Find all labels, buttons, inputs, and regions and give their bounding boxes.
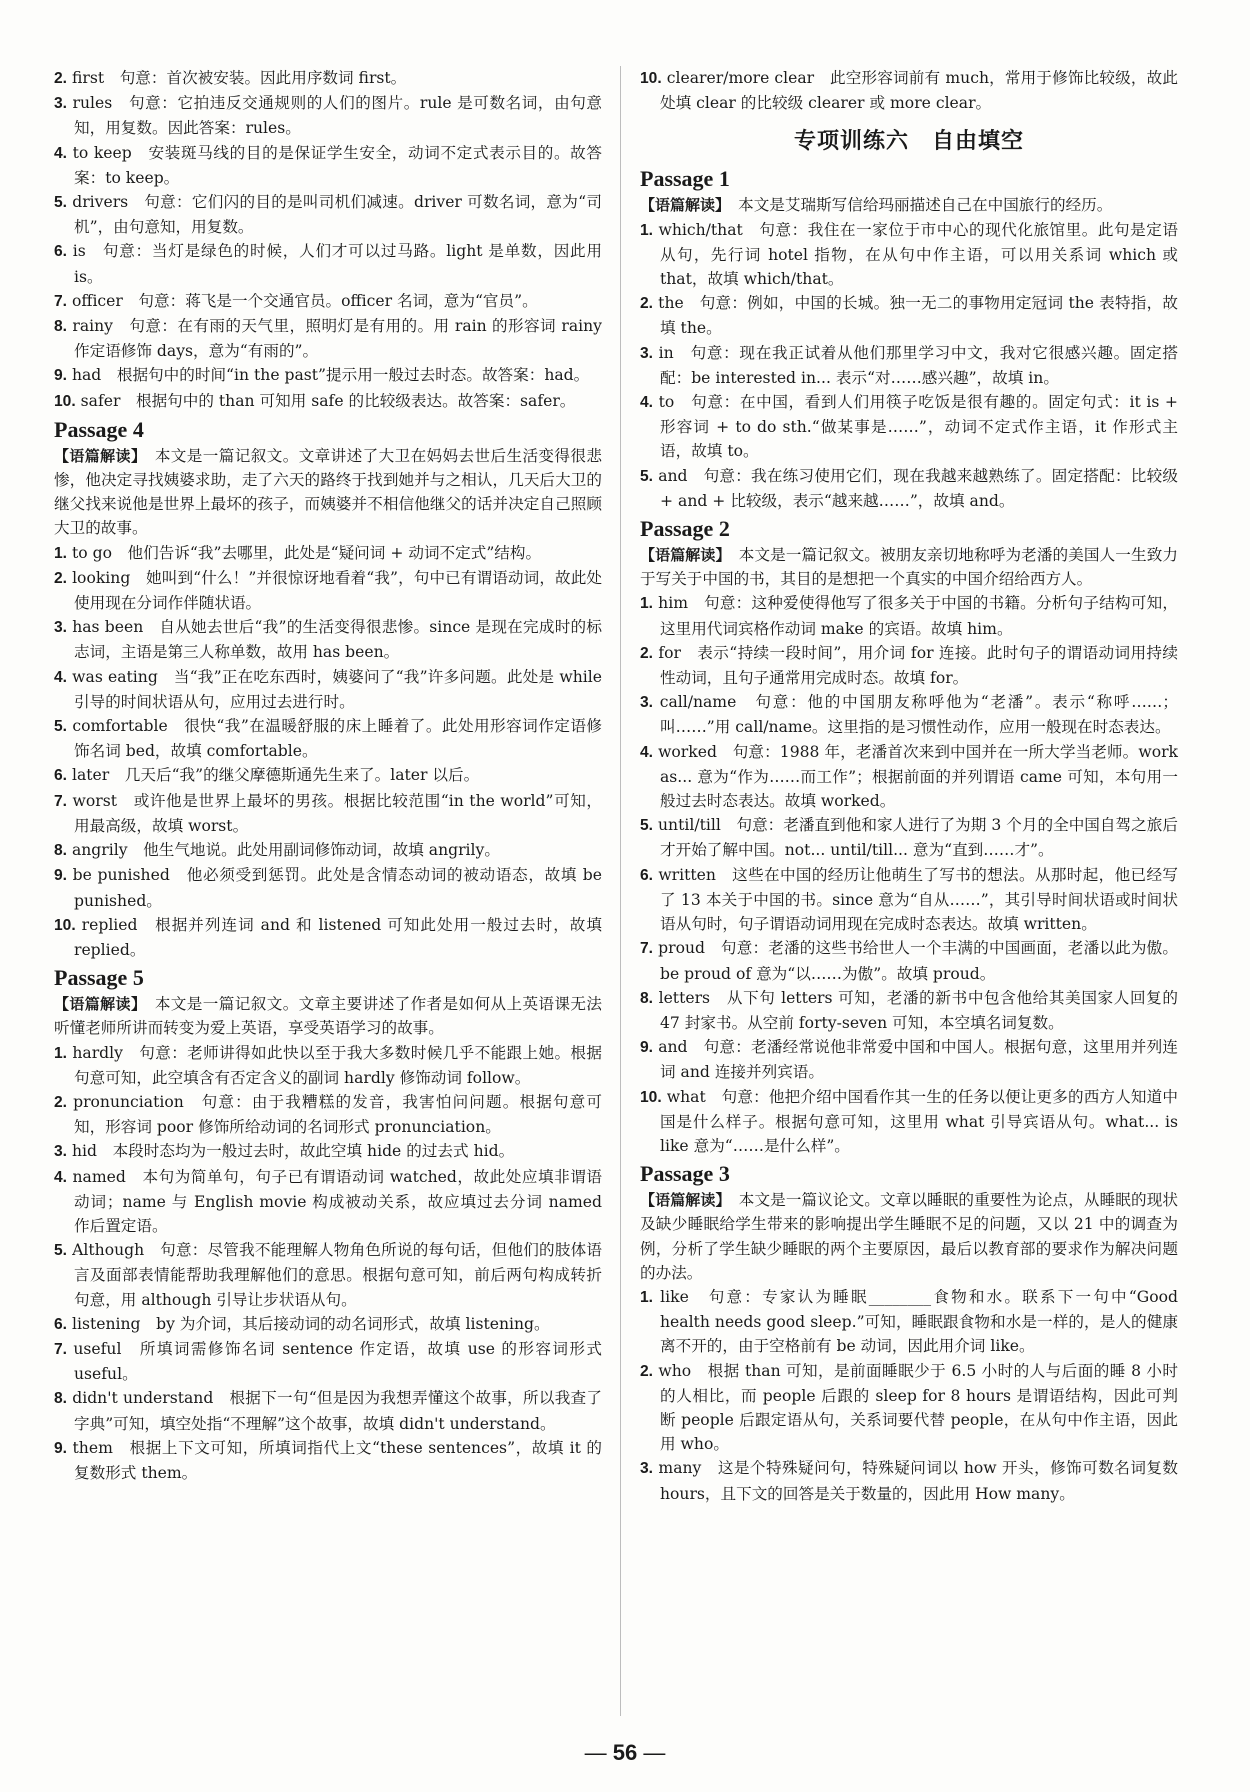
- answer-text: to go 他们告诉“我”去哪里，此处是“疑问词 + 动词不定式”结构。: [67, 543, 542, 562]
- answer-text: and 句意：我在练习使用它们，现在我越来越熟练了。固定搭配：比较级 + and + 比较级，表示“越来越……”，故填 and。: [653, 466, 1178, 510]
- answer-item: [54, 289, 602, 314]
- answer-number: 2.: [54, 569, 68, 587]
- answer-text: has been 自从她去世后“我”的生活变得很悲惨。since 是现在完成时的标志词，主语是第三人称单数，故用 has been。: [67, 618, 602, 662]
- summary-text: 本文是一篇记叙文。文章讲述了大卫在妈妈去世后生活变得很悲惨，他决定寻找姨婆求助，走了六天的路终于找到她并与之相认，几天后大卫的继父找来说他是世界上最坏的孩子，而姨婆并不相信他继父的话并决定自己照顾大卫的故事。: [54, 446, 602, 538]
- answer-text: angrily 他生气地说。此处用副词修饰动词，故填 angrily。: [67, 841, 500, 860]
- left-column: [54, 66, 602, 1485]
- answer-number: 10.: [640, 70, 662, 87]
- answer-item: [54, 1139, 602, 1164]
- summary-tag: 【语篇解读】: [54, 995, 139, 1014]
- answer-number: 1.: [640, 1288, 654, 1306]
- answer-text: rainy 句意：在有雨的天气里，照明灯是有用的。用 rain 的形容词 rainy 作定语修饰 days，意为“有雨的”。: [67, 317, 602, 361]
- answer-number: 2.: [640, 295, 654, 313]
- answer-text: what 句意：他把介绍中国看作其一生的任务以便让更多的西方人知道中国是什么样子。根据句意可知，这里用 what 引导宾语从句。what... is like 意为“……是什么样”。: [660, 1087, 1178, 1155]
- answer-number: 6.: [54, 767, 68, 785]
- answer-number: 2.: [54, 1093, 68, 1111]
- answer-number: 9.: [54, 1439, 68, 1457]
- answer-item: [54, 1337, 602, 1386]
- answer-number: 1.: [640, 595, 654, 613]
- answer-text: pronunciation 句意：由于我糟糕的发音，我害怕问问题。根据句意可知，形容词 poor 修饰所给动词的名词形式 pronunciation。: [67, 1092, 602, 1137]
- answer-number: 10.: [640, 1088, 662, 1106]
- answer-text: clearer/more clear 此空形容词前有 much，常用于修饰比较级，故此处填 clear 的比较级 clearer 或 more clear。: [660, 69, 1178, 113]
- answer-item: [54, 314, 602, 363]
- answer-text: proud 句意：老潘的这些书给世人一个丰满的中国画面，老潘以此为傲。be proud of 意为“以……为傲”。故填 proud。: [653, 939, 1178, 983]
- answer-text: which/that 句意：我住在一家位于市中心的现代化旅馆里。此句是定语从句，先行词 hotel 指物，在从句中作主语，可以用关系词 which 或 that，故填 which/that。: [653, 220, 1178, 289]
- answer-text: to 句意：在中国，看到人们用筷子吃饭是很有趣的。固定句式：it is + 形容词 + to do sth.“做某事是……”，动词不定式作主语，it 作形式主语，故填 to。: [653, 393, 1178, 461]
- answer-item: [54, 566, 602, 615]
- column-divider: [620, 66, 621, 1716]
- answer-item: [640, 641, 1178, 690]
- answer-text: safer 根据句中的 than 可知用 safe 的比较级表达。故答案：safer。: [75, 391, 576, 410]
- answer-number: 8.: [640, 989, 654, 1007]
- passage-summary: [54, 992, 602, 1040]
- answer-text: like 句意：专家认为睡眠________食物和水。联系下一句中“Good health needs good sleep.”可知，睡眠跟食物和水是一样的，是人的健康离不开的，由于空格前有 be 动词，因此用介词 like。: [653, 1287, 1178, 1356]
- answer-number: 1.: [640, 221, 654, 239]
- answer-number: 3.: [54, 1143, 68, 1161]
- answer-text: later 几天后“我”的继父摩德斯通先生来了。later 以后。: [67, 766, 480, 785]
- passage-summary: [640, 543, 1178, 591]
- answer-item: [640, 690, 1178, 739]
- answer-text: the 句意：例如，中国的长城。独一无二的事物用定冠词 the 表特指，故填 the。: [653, 294, 1178, 338]
- answer-item: [54, 66, 602, 91]
- answer-number: 8.: [54, 842, 68, 860]
- answer-number: 7.: [640, 940, 654, 958]
- answer-item: [640, 390, 1178, 464]
- summary-tag: 【语篇解读】: [640, 196, 723, 215]
- answer-text: hid 本段时态均为一般过去时，故此空填 hide 的过去式 hid。: [67, 1142, 515, 1161]
- answer-number: 5.: [54, 1242, 68, 1260]
- passage-summary: [640, 1188, 1178, 1285]
- answer-item: [54, 714, 602, 763]
- answer-text: to keep 安装斑马线的目的是保证学生安全，动词不定式表示目的。故答案：to keep。: [67, 143, 602, 187]
- answer-text: written 这些在中国的经历让他萌生了写书的想法。从那时起，他已经写了 13 本关于中国的书。since 意为“自从……”，其引导时间状语或时间状语从句时，句子谓语动词用现在完成时态表达。故填 written。: [653, 865, 1178, 934]
- answer-number: 2.: [54, 70, 68, 87]
- passage-heading: Passage 5: [54, 965, 144, 991]
- answer-item: [54, 1312, 602, 1337]
- passage-heading: Passage 1: [640, 166, 730, 192]
- answer-item: [54, 863, 602, 912]
- answer-item: [640, 863, 1178, 937]
- answer-text: who 根据 than 可知，是前面睡眠少于 6.5 小时的人与后面的睡 8 小时的人相比，而 people 后跟的 sleep for 8 hours 是谓语结构，因此可判断 people 后跟定语从句，关系词要代替 people，在从句中作主语，因此用 who。: [653, 1361, 1178, 1454]
- answer-text: is 句意：当灯是绿色的时候，人们才可以过马路。light 是单数，因此用 is。: [67, 242, 602, 286]
- answer-item: [640, 291, 1178, 340]
- answer-text: didn't understand 根据下一句“但是因为我想弄懂这个故事，所以我查了字典”可知，填空处指“不理解”这个故事，故填 didn't understand。: [67, 1389, 602, 1433]
- answer-text: rules 句意：它拍违反交通规则的人们的图片。rule 是可数名词，由句意知，用复数。因此答案：rules。: [67, 94, 602, 138]
- answer-text: in 句意：现在我正试着从他们那里学习中文，我对它很感兴趣。固定搭配：be interested in... 表示“对……感兴趣”，故填 in。: [653, 343, 1178, 387]
- answer-item: [54, 541, 602, 566]
- answer-text: Although 句意：尽管我不能理解人物角色所说的每句话，但他们的肢体语言及面部表情能帮助我理解他们的意思。根据句意可知，前后两句构成转折句意，用 although 引导让步状语从句。: [67, 1241, 602, 1309]
- answer-text: worst 或许他是世界上最坏的男孩。根据比较范围“in the world”可知，用最高级，故填 worst。: [67, 791, 602, 835]
- summary-text: 本文是一篇记叙文。文章主要讲述了作者是如何从上英语课无法听懂老师所讲而转变为爱上英语，享受英语学习的故事。: [54, 995, 602, 1038]
- answer-text: had 根据句中的时间“in the past”提示用一般过去时态。故答案：had。: [67, 366, 590, 385]
- answer-item: [54, 615, 602, 664]
- answer-item: [54, 1165, 602, 1239]
- answer-text: many 这是个特殊疑问句，特殊疑问词以 how 开头，修饰可数名词复数 hours，且下文的回答是关于数量的，因此用 How many。: [653, 1459, 1178, 1503]
- answer-text: replied 根据并列连词 and 和 listened 可知此处用一般过去时，故填 replied。: [74, 915, 602, 959]
- summary-text: 本文是一篇议论文。文章以睡眠的重要性为论点，从睡眠的现状及缺少睡眠给学生带来的影响提出学生睡眠不足的问题，又以 21 中的调查为例，分析了学生缺少睡眠的两个主要原因，最后以教育部的要求作为解决问题的办法。: [640, 1191, 1178, 1282]
- answer-number: 3.: [54, 95, 68, 113]
- answer-text: hardly 句意：老师讲得如此快以至于我大多数时候几乎不能跟上她。根据句意可知，此空填含有否定含义的副词 hardly 修饰动词 follow。: [67, 1043, 602, 1087]
- answer-number: 7.: [54, 792, 68, 810]
- answer-number: 2.: [640, 1362, 654, 1380]
- passage-heading: Passage 4: [54, 416, 144, 442]
- answer-text: officer 句意：蒋飞是一个交通官员。officer 名词，意为“官员”。: [67, 291, 538, 310]
- answer-text: looking 她叫到“什么！”并很惊讶地看着“我”，句中已有谓语动词，故此处使用现在分词作伴随状语。: [67, 568, 602, 613]
- answer-number: 10.: [54, 392, 76, 410]
- answer-item: [54, 913, 602, 962]
- answer-text: until/till 句意：老潘直到他和家人进行了为期 3 个月的全中国自驾之旅后才开始了解中国。not... until/till... 意为“直到……才”。: [653, 816, 1178, 860]
- answer-number: 9.: [54, 367, 68, 385]
- answer-number: 2.: [640, 644, 654, 662]
- answer-text: named 本句为简单句，句子已有谓语动词 watched，故此处应填非谓语动词；name 与 English movie 构成被动关系，故应填过去分词 named 作后置定语。: [67, 1167, 602, 1235]
- answer-number: 4.: [640, 394, 654, 412]
- answer-item: [54, 665, 602, 714]
- answer-number: 6.: [54, 1315, 68, 1333]
- answer-number: 3.: [640, 344, 654, 362]
- passage-heading: Passage 3: [640, 1161, 730, 1187]
- answer-item: [54, 389, 602, 414]
- answer-item: [640, 1359, 1178, 1457]
- answer-number: 9.: [640, 1039, 654, 1057]
- answer-text: for 表示“持续一段时间”，用介词 for 连接。此时句子的谓语动词用持续性动词，且句子通常用完成时态。故填 for。: [653, 643, 1178, 688]
- answer-item: [640, 218, 1178, 292]
- passage-summary: [640, 193, 1178, 217]
- right-column: [640, 66, 1178, 1506]
- answer-text: call/name 句意：他的中国朋友称呼他为“老潘”。表示“称呼……；叫……”用 call/name。这里指的是习惯性动作，应用一般现在时态表达。: [653, 693, 1178, 737]
- answer-item: [640, 813, 1178, 862]
- answer-text: be punished 他必须受到惩罚。此处是含情态动词的被动语态，故填 be punished。: [67, 866, 602, 910]
- answer-item: [54, 141, 602, 190]
- answer-text: was eating 当“我”正在吃东西时，姨婆问了“我”许多问题。此处是 while 引导的时间状语从句，应用过去进行时。: [67, 667, 602, 711]
- summary-text: 本文是一篇记叙文。被朋友亲切地称呼为老潘的美国人一生致力于写关于中国的书，其目的是想把一个真实的中国介绍给西方人。: [640, 546, 1178, 589]
- section-title: 专项训练六 自由填空: [793, 129, 1024, 155]
- answer-number: 4.: [54, 1168, 68, 1186]
- answer-item: [54, 91, 602, 140]
- summary-tag: 【语篇解读】: [640, 546, 724, 565]
- answer-item: [640, 464, 1178, 513]
- answer-number: 6.: [640, 866, 654, 884]
- answer-number: 1.: [54, 544, 68, 562]
- answer-item: [54, 1090, 602, 1139]
- answer-item: [640, 341, 1178, 390]
- page-number-value: 56: [612, 1740, 638, 1765]
- answer-item: [54, 1436, 602, 1485]
- answer-number: 4.: [54, 144, 68, 162]
- answer-number: 3.: [640, 1460, 654, 1478]
- answer-number: 7.: [54, 292, 68, 310]
- answer-item: [54, 763, 602, 788]
- answer-item: [640, 936, 1178, 985]
- passage-heading: Passage 2: [640, 516, 730, 542]
- answer-item: [640, 740, 1178, 814]
- answer-item: [640, 1285, 1178, 1359]
- answer-number: 10.: [54, 916, 76, 934]
- answer-item: [640, 1456, 1178, 1505]
- answer-item: [54, 1386, 602, 1435]
- answer-text: letters 从下句 letters 可知，老潘的新书中包含他给其美国家人回复的 47 封家书。从空前 forty-seven 可知，本空填名词复数。: [653, 988, 1178, 1032]
- answer-text: useful 所填词需修饰名词 sentence 作定语，故填 use 的形容词形式 useful。: [67, 1339, 602, 1384]
- answer-item: [54, 1041, 602, 1090]
- answer-number: 5.: [640, 817, 654, 835]
- answer-text: and 句意：老潘经常说他非常爱中国和中国人。根据句意，这里用并列连词 and 连接并列宾语。: [653, 1038, 1178, 1082]
- passage-summary: [54, 444, 602, 541]
- answer-number: 5.: [54, 194, 68, 212]
- answer-item: [54, 1238, 602, 1312]
- answer-text: listening by 为介词，其后接动词的动名词形式，故填 listening。: [67, 1314, 550, 1333]
- answer-item: [640, 66, 1178, 115]
- summary-tag: 【语篇解读】: [640, 1191, 724, 1210]
- answer-item: [640, 591, 1178, 640]
- summary-tag: 【语篇解读】: [54, 446, 139, 465]
- answer-item: [54, 239, 602, 288]
- answer-number: 6.: [54, 243, 68, 261]
- answer-item: [640, 1035, 1178, 1084]
- answer-number: 3.: [640, 694, 654, 712]
- answer-item: [54, 363, 602, 388]
- answer-text: drivers 句意：它们闪的目的是叫司机们减速。driver 可数名词，意为“司机”，由句意知，用复数。: [67, 193, 602, 237]
- answer-number: 8.: [54, 318, 68, 336]
- answer-item: [640, 986, 1178, 1035]
- answer-number: 5.: [54, 718, 68, 736]
- answer-text: him 句意：这种爱使得他写了很多关于中国的书籍。分析句子结构可知，这里用代词宾格作动词 make 的宾语。故填 him。: [653, 594, 1178, 638]
- page-number: — 56 —: [584, 1740, 666, 1765]
- answer-text: worked 句意：1988 年，老潘首次来到中国并在一所大学当老师。work as... 意为“作为……而工作”；根据前面的并列谓语 came 可知，本句用一般过去时态表达。故填 worked。: [653, 742, 1178, 811]
- answer-number: 3.: [54, 619, 68, 637]
- answer-number: 1.: [54, 1044, 68, 1062]
- answer-number: 4.: [54, 668, 68, 686]
- answer-item: [54, 789, 602, 838]
- answer-number: 5.: [640, 467, 654, 485]
- summary-text: 本文是艾瑞斯写信给玛丽描述自己在中国旅行的经历。: [722, 196, 1113, 215]
- answer-number: 4.: [640, 743, 654, 761]
- answer-number: 8.: [54, 1390, 68, 1408]
- answer-item: [54, 838, 602, 863]
- answer-text: comfortable 很快“我”在温暖舒服的床上睡着了。此处用形容词作定语修饰名词 bed，故填 comfortable。: [67, 717, 602, 761]
- answer-text: them 根据上下文可知，所填词指代上文“these sentences”，故填 it 的复数形式 them。: [67, 1438, 602, 1482]
- answer-number: 9.: [54, 867, 68, 885]
- answer-text: first 句意：首次被安装。因此用序数词 first。: [67, 69, 407, 87]
- answer-item: [640, 1085, 1178, 1159]
- answer-item: [54, 190, 602, 239]
- answer-number: 7.: [54, 1340, 68, 1358]
